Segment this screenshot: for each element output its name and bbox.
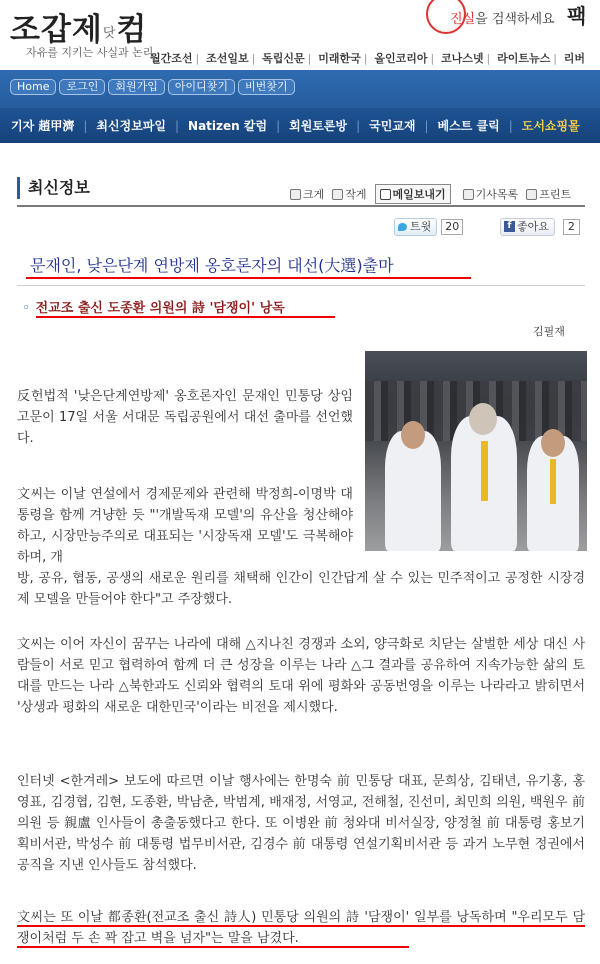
print-label: 프린트 bbox=[539, 188, 572, 201]
nav-login-link[interactable]: 로그인 bbox=[59, 79, 105, 95]
navigation-bar bbox=[0, 70, 600, 143]
email-button[interactable] bbox=[375, 184, 451, 204]
tweet-button[interactable]: 트윗 bbox=[394, 218, 437, 236]
font-larger-label: 크게 bbox=[303, 188, 325, 201]
partner-link[interactable]: 코나스넷 bbox=[441, 52, 484, 65]
logo-dot-text: 닷 bbox=[102, 26, 117, 41]
partner-link[interactable]: 미래한국 bbox=[318, 52, 361, 65]
article-byline: 김필재 bbox=[533, 325, 565, 338]
nav-home-link[interactable]: Home bbox=[10, 79, 56, 95]
site-tagline: 자유를 지키는 사실과 논리 bbox=[26, 46, 154, 59]
nav-find-id-link[interactable]: 아이디찾기 bbox=[168, 79, 235, 95]
menu-item-latest-files[interactable]: 최신정보파일 bbox=[96, 119, 166, 133]
nav-signup-link[interactable]: 회원가입 bbox=[108, 79, 165, 95]
paragraph-red-underline bbox=[17, 925, 585, 927]
header-corner-text: 팩 bbox=[567, 4, 587, 28]
nav-find-password-link[interactable]: 비번찾기 bbox=[238, 79, 295, 95]
subhead-red-underline bbox=[36, 316, 335, 318]
partner-link[interactable]: 리버 bbox=[563, 52, 586, 65]
paragraph-red-underline bbox=[17, 946, 409, 948]
article-list-label: 기사목록 bbox=[475, 188, 519, 201]
article-paragraph: 文씨는 또 이날 都종환(전교조 출신 詩人) 민통당 의원의 詩 '담쟁이' 일부를 낭독하며 "우리모두 담쟁이처럼 두 손 꽉 잡고 벽을 넘자"는 말을 남겼다. bbox=[17, 910, 585, 946]
partner-link[interactable]: 월간조선 bbox=[150, 52, 193, 65]
section-divider bbox=[17, 205, 585, 207]
photo-tie bbox=[550, 459, 556, 504]
font-smaller-label: 작게 bbox=[345, 188, 367, 201]
photo-person-head bbox=[401, 421, 425, 449]
search-banner-rest: 을 검색하세요 bbox=[475, 12, 555, 27]
article-list-button[interactable] bbox=[463, 186, 519, 202]
article-paragraph: 文씨는 이어 자신이 꿈꾸는 나라에 대해 △지나친 경쟁과 소외, 양극화로 치닫는 살벌한 세상 대신 사람들이 서로 믿고 협력하여 함께 더 큰 성장을 이루는 나라 △그 결과를 공유하여 지속가능한 삶의 토대를 만드는 나라 △북한과도 신뢰와 협력의 토대 위에 평화와 공동번영을 이루는 나라라고 밝히면서 '상생과 평화의 새로운 대한민국'이라는 비전을 제시했다. bbox=[17, 637, 585, 715]
photo-person-head bbox=[541, 429, 565, 457]
logo-main-text: 조갑제 bbox=[10, 12, 103, 48]
partner-links: 월간조선 | 조선일보 | 독립신문 | 미래한국 | 올인코리아 | 코나스넷 | 라이트뉴스 | 리버 bbox=[150, 52, 586, 65]
photo-person bbox=[385, 431, 441, 551]
article-paragraph: 방, 공유, 협동, 공생의 새로운 원리를 채택해 인간이 인간답게 살 수 있는 민주적이고 공정한 시장경제 모델을 만들어야 한다"고 주장했다. bbox=[17, 571, 585, 607]
article-paragraph: 인터넷 <한겨레> 보도에 따르면 이날 행사에는 한명숙 前 민통당 대표, 문희상, 김태년, 유기홍, 홍영표, 김경협, 김현, 도종환, 박남춘, 박범계, 배재정, 서영교, 전해철, 진선미, 최민희 의원, 백원우 前 의원 등 親盧 인사들이 총출동했다고 한다. 또 이병완 前 청와대 비서실장, 양정철 前 대통령 홍보기획비서관, 박성수 前 대통령 법무비서관, 김경수 前 대통령 연설기획비서관 등 과거 노무현 정권에서 공직을 지낸 인사들도 참석했다. bbox=[17, 774, 585, 873]
article-headline: 문재인, 낮은단계 연방제 옹호론자의 대선(大選)출마 bbox=[30, 256, 394, 275]
menu-item-natizen-column[interactable]: Natizen 칼럼 bbox=[188, 119, 268, 133]
article-paragraph: 文씨는 이날 연설에서 경제문제와 관련해 박정희-이명박 대통령을 함께 겨냥한 듯 "'개발독재 모델'의 유산을 청산해야 하고, 시장만능주의로 대표되는 '시장독재 모델'도 극복해야하며, 개 bbox=[17, 487, 353, 565]
tweet-count: 20 bbox=[441, 219, 463, 235]
font-larger-button[interactable] bbox=[290, 186, 324, 202]
tweet-widget bbox=[394, 218, 463, 236]
section-title: 최신정보 bbox=[17, 177, 90, 199]
like-widget bbox=[500, 218, 580, 236]
headline-divider bbox=[17, 285, 585, 286]
zoom-in-icon bbox=[290, 189, 301, 200]
email-label: 메일보내기 bbox=[392, 188, 446, 201]
bullet-icon: ◦ bbox=[22, 301, 30, 316]
subhead-text: 전교조 출신 도종환 의원의 詩 '담쟁이' 낭독 bbox=[35, 301, 285, 316]
like-count: 2 bbox=[563, 219, 580, 235]
partner-link[interactable]: 조선일보 bbox=[206, 52, 249, 65]
search-banner-red: 진실 bbox=[450, 12, 476, 27]
article-subheadline bbox=[22, 297, 285, 316]
partner-link[interactable]: 올인코리아 bbox=[374, 52, 428, 65]
menu-item-forum[interactable]: 회원토론방 bbox=[289, 119, 348, 133]
article-tools bbox=[290, 184, 579, 204]
facebook-like-button[interactable]: f 좋아요 bbox=[500, 218, 555, 236]
logo-end-text: 컴 bbox=[116, 12, 148, 48]
menu-item-reporter[interactable]: 기자 趙甲濟 bbox=[11, 119, 75, 133]
partner-link[interactable]: 독립신문 bbox=[262, 52, 305, 65]
main-menu: 기자 趙甲濟 | 최신정보파일 | Natizen 칼럼 | 회원토론방 | 국민교재 | 베스트 클릭 | 도서쇼핑몰 bbox=[0, 108, 600, 143]
print-button[interactable] bbox=[526, 186, 571, 202]
envelope-icon bbox=[380, 189, 391, 200]
article-paragraph: 反헌법적 '낮은단계연방제' 옹호론자인 문재인 민통당 상임고문이 17일 서울 서대문 독립공원에서 대선 출마를 선언했다. bbox=[17, 389, 353, 446]
photo-person-head bbox=[469, 403, 497, 435]
font-smaller-button[interactable] bbox=[332, 186, 366, 202]
menu-item-best-click[interactable]: 베스트 클릭 bbox=[437, 119, 500, 133]
search-banner-text bbox=[450, 8, 555, 27]
site-header bbox=[0, 0, 600, 70]
account-links bbox=[10, 79, 295, 95]
menu-item-bookstore[interactable]: 도서쇼핑몰 bbox=[521, 119, 580, 133]
photo-tie bbox=[481, 441, 488, 501]
headline-red-underline bbox=[26, 277, 471, 279]
zoom-out-icon bbox=[332, 189, 343, 200]
menu-item-textbook[interactable]: 국민교재 bbox=[369, 119, 416, 133]
partner-link[interactable]: 라이트뉴스 bbox=[497, 52, 551, 65]
search-truth-banner[interactable] bbox=[420, 0, 555, 32]
site-logo[interactable] bbox=[10, 4, 147, 49]
list-icon bbox=[463, 189, 474, 200]
printer-icon bbox=[526, 189, 537, 200]
article-photo bbox=[365, 351, 587, 551]
